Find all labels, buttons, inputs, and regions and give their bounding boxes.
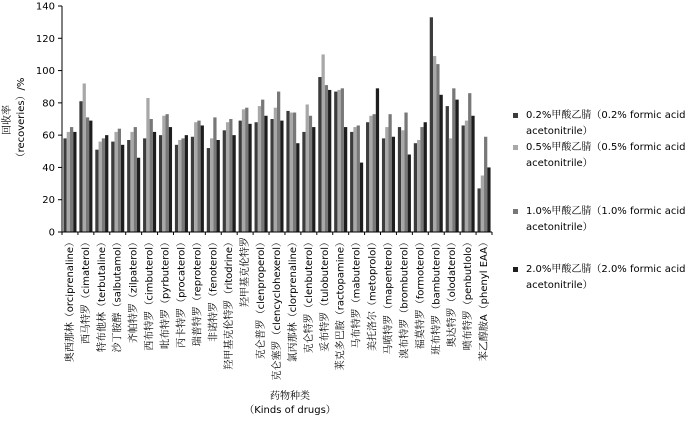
bar xyxy=(302,132,305,232)
bar xyxy=(478,188,481,232)
bar xyxy=(465,121,468,232)
x-tick-label: 奥达特罗（olodaterol） xyxy=(447,237,459,348)
x-axis-title-line: 药物种类 xyxy=(270,391,310,402)
bar xyxy=(404,113,407,232)
bar xyxy=(146,98,149,232)
bar xyxy=(99,142,102,232)
bar xyxy=(134,127,137,232)
y-tick-label: 40 xyxy=(42,162,55,174)
bar xyxy=(487,167,490,232)
bar xyxy=(114,132,117,232)
bar xyxy=(201,125,204,232)
bar xyxy=(417,140,420,232)
bar xyxy=(137,158,140,232)
x-tick-label: 喷布特罗（penbutlolo） xyxy=(463,237,475,351)
bar xyxy=(452,88,455,232)
bar xyxy=(388,114,391,232)
bar xyxy=(261,100,264,232)
bar xyxy=(341,88,344,232)
bar xyxy=(420,127,423,232)
y-tick-label: 0 xyxy=(48,227,55,239)
x-tick-label: 溴布特罗（brombuterol） xyxy=(399,237,411,359)
bar xyxy=(150,119,153,232)
bar xyxy=(255,122,258,232)
bar xyxy=(325,85,328,232)
legend-label: acetonitrile） xyxy=(526,280,593,291)
x-axis-title xyxy=(244,389,336,416)
x-tick-label: 班布特罗（bambuterol） xyxy=(431,237,443,355)
bar xyxy=(471,116,474,232)
x-tick-label: 齐帕特罗（zilpaterol） xyxy=(128,237,140,344)
bar xyxy=(130,132,133,232)
x-tick-label: 吡布特罗（pyrbuterol） xyxy=(160,237,172,349)
y-tick-label: 20 xyxy=(42,195,55,207)
bar xyxy=(166,114,169,232)
bar xyxy=(424,122,427,232)
legend-label: acetonitrile） xyxy=(526,222,593,233)
bar xyxy=(245,108,248,232)
bar xyxy=(376,88,379,232)
bar xyxy=(178,140,181,232)
legend-swatch xyxy=(513,209,518,214)
bar xyxy=(306,104,309,232)
legend-swatch xyxy=(513,113,518,118)
bars xyxy=(63,17,490,232)
bar xyxy=(446,106,449,232)
bar xyxy=(401,130,404,232)
x-tick-label: 沙丁胺醇（salbutamol） xyxy=(112,237,124,353)
bar xyxy=(197,121,200,232)
bar xyxy=(309,116,312,232)
bar xyxy=(484,137,487,232)
bar xyxy=(350,132,353,232)
bar xyxy=(175,145,178,232)
bar xyxy=(293,113,296,232)
legend-label: 2.0%甲酸乙腈（2.0% formic acid xyxy=(526,264,686,275)
bar xyxy=(162,116,165,232)
x-tick-label: 克仑特罗（clenbuterol） xyxy=(303,237,315,354)
legend-label: 0.2%甲酸乙腈（0.2% formic acid xyxy=(526,110,686,121)
bar xyxy=(414,143,417,232)
x-tick-label: 西马特罗（cimaterol） xyxy=(80,237,92,345)
bar xyxy=(334,92,337,232)
x-tick-label: 丙卡特罗（procaterol） xyxy=(176,237,188,348)
bar xyxy=(223,130,226,232)
x-tick-label: 马喷特罗（mapenterol） xyxy=(383,237,395,355)
bar xyxy=(127,140,130,232)
bar xyxy=(248,124,251,232)
y-tick-label: 140 xyxy=(35,1,55,13)
y-tick-label: 100 xyxy=(35,66,55,78)
bar xyxy=(318,77,321,232)
legend-swatch xyxy=(513,145,518,150)
bar xyxy=(86,117,89,232)
bar xyxy=(312,127,315,232)
x-tick-label: 奥西那林（orciprenaline） xyxy=(64,237,76,363)
x-tick-label: 羟甲基克伦特罗（ritodrine） xyxy=(224,237,236,370)
bar xyxy=(143,138,146,232)
bar xyxy=(353,127,356,232)
x-tick-label: 羟甲基克伦特罗 xyxy=(240,237,252,307)
x-axis xyxy=(62,232,492,235)
bar xyxy=(89,121,92,232)
x-tick-label: 克仑塞罗（clencyclohexerol） xyxy=(272,237,283,381)
bar xyxy=(217,140,220,232)
legend xyxy=(513,108,686,291)
y-tick-label: 80 xyxy=(42,98,55,110)
bar xyxy=(436,64,439,232)
x-tick-label: 福莫特罗（formoterol） xyxy=(415,237,427,350)
bar xyxy=(440,95,443,232)
bar xyxy=(385,127,388,232)
bar xyxy=(194,122,197,232)
bar xyxy=(357,125,360,232)
bar xyxy=(290,113,293,232)
x-tick-label: 瑞普特罗（reproterol） xyxy=(192,237,204,347)
bar xyxy=(118,129,121,232)
x-tick-label: 非诺特罗（fenoterol） xyxy=(208,237,220,342)
bar xyxy=(360,163,363,232)
bar xyxy=(191,137,194,232)
bar xyxy=(373,114,376,232)
bar xyxy=(169,127,172,232)
bar xyxy=(67,132,70,232)
x-tick-labels xyxy=(63,237,490,380)
bar xyxy=(73,132,76,232)
bar xyxy=(83,83,86,232)
y-axis-title-line: 回收率 xyxy=(2,105,13,135)
bar xyxy=(105,135,108,232)
bar xyxy=(210,138,213,232)
bar xyxy=(258,106,261,232)
bar xyxy=(337,90,340,232)
y-axis xyxy=(36,2,62,239)
legend-label: 0.5%甲酸乙腈（0.5% formic acid xyxy=(526,142,686,153)
bar xyxy=(481,176,484,233)
bar xyxy=(274,108,277,232)
bar xyxy=(468,93,471,232)
bar xyxy=(121,145,124,232)
x-tick-label: 美托洛尔（metoprolol） xyxy=(367,237,379,351)
legend-label: 1.0%甲酸乙腈（1.0% formic acid xyxy=(526,206,686,217)
bar xyxy=(366,122,369,232)
y-axis-title xyxy=(0,78,27,163)
x-tick-label: 特布他林（terbutaline） xyxy=(96,237,108,352)
bar xyxy=(229,119,232,232)
legend-swatch xyxy=(513,267,518,272)
bar xyxy=(433,56,436,232)
bar xyxy=(344,127,347,232)
y-axis-title-line: （recoveries）/% xyxy=(16,77,27,163)
bar xyxy=(430,17,433,232)
x-tick-label: 氯丙那林（clorprenaline） xyxy=(287,237,299,363)
bar xyxy=(185,135,188,232)
x-tick-label: 莱克多巴胺（ractopamine） xyxy=(335,237,347,371)
bar xyxy=(280,121,283,232)
bar xyxy=(462,125,465,232)
bar xyxy=(111,142,114,232)
bar xyxy=(277,92,280,232)
bar xyxy=(207,148,210,232)
x-tick-label: 妥布特罗（tulobuterol） xyxy=(319,237,331,352)
bar xyxy=(213,117,216,232)
bar xyxy=(95,150,98,232)
bar xyxy=(70,127,73,232)
y-tick-label: 120 xyxy=(35,33,55,45)
bar xyxy=(159,135,162,232)
bar xyxy=(79,101,82,232)
x-tick-label: 苯乙醇胺A（phenyl EAA） xyxy=(479,237,491,362)
bar xyxy=(264,116,267,232)
x-tick-label: 西布特罗（cimbuterol） xyxy=(144,237,156,351)
bar xyxy=(369,116,372,232)
bar xyxy=(286,111,289,232)
bar xyxy=(296,143,299,232)
bar xyxy=(102,138,105,232)
bar xyxy=(392,137,395,232)
bar xyxy=(408,155,411,232)
bar xyxy=(153,132,156,232)
bar xyxy=(382,138,385,232)
bar xyxy=(328,90,331,232)
x-tick-label: 克仑普罗（clenproperol） xyxy=(256,237,268,360)
bar xyxy=(455,100,458,232)
bar xyxy=(239,121,242,232)
legend-label: acetonitrile） xyxy=(526,126,593,137)
x-axis-title-line: （Kinds of drugs） xyxy=(244,405,336,416)
bar xyxy=(226,122,229,232)
legend-label: acetonitrile） xyxy=(526,158,593,169)
bar xyxy=(449,138,452,232)
bar xyxy=(270,119,273,232)
bar xyxy=(63,138,66,232)
y-tick-label: 60 xyxy=(42,130,55,142)
bar xyxy=(181,138,184,232)
bar xyxy=(322,54,325,232)
bar xyxy=(232,135,235,232)
bar xyxy=(398,127,401,232)
x-tick-label: 马布特罗（mabuterol） xyxy=(351,237,363,349)
bar xyxy=(242,109,245,232)
